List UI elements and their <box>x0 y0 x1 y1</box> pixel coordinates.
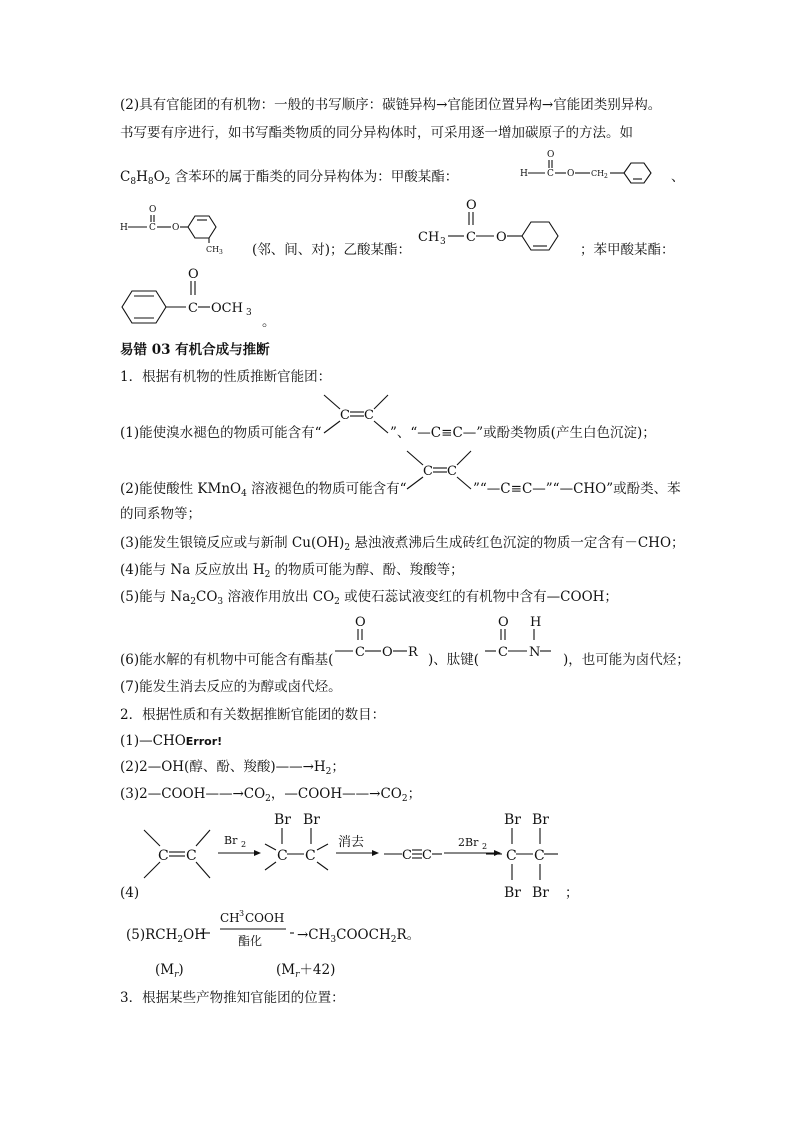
svg-text:O: O <box>149 205 157 215</box>
structure-ester-group <box>335 613 427 660</box>
svg-text:2: 2 <box>482 842 488 851</box>
property-line-3: (3)能发生银镜反应或与新制 $Cu(OH)_2$ 悬浊液煮沸后生成砖红色沉淀的物质一定含有－CHO； <box>120 535 685 553</box>
svg-text:O: O <box>355 615 366 630</box>
svg-text:O: O <box>567 169 575 179</box>
svg-text:CH: CH <box>220 911 240 925</box>
svg-text:OCH: OCH <box>211 301 243 316</box>
svg-text:O: O <box>496 230 507 245</box>
svg-text:C: C <box>447 464 457 479</box>
svg-text:酯化: 酯化 <box>238 934 263 948</box>
property-line-2-cont: 的同系物等； <box>120 506 201 522</box>
structure-methylphenyl-formate <box>118 203 248 255</box>
svg-text:C: C <box>355 645 365 660</box>
text-line-ester-method: 书写要有序进行，如书写酯类物质的同分异构体时，可采用逐一增加碳原子的方法。如 <box>120 125 633 141</box>
count-line-2: (2)2—OH(醇、酚、羧酸)$——\to H_2$； <box>120 759 345 777</box>
svg-text:Br: Br <box>274 812 291 828</box>
svg-text:C: C <box>547 169 554 179</box>
property-line-2-tail: ”“—C≡C—”“—CHO”或酚类、苯 <box>473 481 681 497</box>
count-line-3: $(3)2—COOH——\to CO_2$，$—COOH——\to CO_2$； <box>120 786 422 804</box>
svg-text:Br: Br <box>504 812 521 828</box>
text-line-benzoate: ；苯甲酸某酯： <box>580 242 675 258</box>
svg-text:C: C <box>277 848 288 864</box>
section-heading: 易错 03 有机合成与推断 <box>120 342 270 358</box>
svg-text:2Br: 2Br <box>458 836 479 849</box>
property-line-1: (1)能使溴水褪色的物质可能含有“ <box>120 425 322 441</box>
esterification-arrow <box>198 908 296 948</box>
property-line-5: (5)能与 $Na_2CO_3$ 溶液作用放出 $CO_2$ 或使石蕊试液变红的有机物中含有—COOH； <box>120 589 618 607</box>
count-line-5: $(5)RCH_2OH$ <box>126 927 206 945</box>
mass-label-product: $(M_r+42)$ <box>276 962 336 980</box>
structure-phenyl-acetate <box>418 196 578 254</box>
structure-amide-group <box>485 613 567 660</box>
svg-text:Br: Br <box>224 834 238 847</box>
svg-text:2: 2 <box>604 173 608 180</box>
structure-alkene-2 <box>405 449 475 491</box>
svg-text:C: C <box>423 464 433 479</box>
subheading-2: 2．根据性质和有关数据推断官能团的数目： <box>120 707 386 723</box>
count-line-5-product: $\to CH_3COOCH_2R$。 <box>297 927 421 945</box>
svg-text:Br: Br <box>303 812 320 828</box>
text-line-acetate: (邻、间、对)；乙酸某酯： <box>252 242 412 258</box>
property-line-4: (4)能与 Na 反应放出 $H_2$ 的物质可能为醇、酚、羧酸等； <box>120 562 464 580</box>
svg-text:3: 3 <box>239 909 245 918</box>
text-line-period: 。 <box>262 314 276 330</box>
property-line-1-tail: ”、“—C≡C—”或酚类物质(产生白色沉淀)； <box>390 425 656 441</box>
svg-text:Br: Br <box>532 885 549 901</box>
svg-text:COOH: COOH <box>245 911 285 925</box>
subheading-3: 3．根据某些产物推知官能团的位置： <box>120 990 345 1006</box>
structure-benzyl-formate <box>520 148 670 188</box>
svg-text:R: R <box>408 645 418 660</box>
svg-text:C: C <box>402 848 412 863</box>
svg-text:O: O <box>498 615 509 630</box>
scheme-bromination <box>140 808 580 903</box>
svg-text:C: C <box>149 223 156 233</box>
svg-text:消去: 消去 <box>338 835 365 850</box>
svg-text:3: 3 <box>440 237 446 247</box>
svg-text:Br: Br <box>532 812 549 828</box>
property-line-7: (7)能发生消去反应的为醇或卤代烃。 <box>120 679 342 695</box>
text-line-formula: $C_8H_8O_2$ 含苯环的属于酯类的同分异构体为：甲酸某酯： <box>120 169 459 187</box>
property-line-6-mid: )、肽键( <box>428 652 480 668</box>
svg-text:3: 3 <box>219 249 223 256</box>
svg-text:C: C <box>498 645 508 660</box>
svg-text:H: H <box>120 223 128 233</box>
svg-text:C: C <box>188 301 198 316</box>
svg-text:O: O <box>547 150 555 160</box>
svg-text:C: C <box>305 848 316 864</box>
count-line-1: (1)—CHOError! <box>120 733 223 749</box>
property-line-2: (2)能使酸性 KMnO$_4$ 溶液褪色的物质可能含有“ <box>120 481 407 499</box>
count-line-4: (4) <box>120 885 140 901</box>
svg-text:H: H <box>530 615 542 630</box>
svg-text:O: O <box>188 267 199 282</box>
svg-text:C: C <box>506 848 517 864</box>
structure-alkene-1 <box>322 393 392 435</box>
count-line-4-end: ； <box>565 885 579 901</box>
svg-text:C: C <box>186 848 197 864</box>
svg-text:Br: Br <box>504 885 521 901</box>
svg-text:3: 3 <box>246 308 252 318</box>
svg-text:O: O <box>172 223 180 233</box>
structure-methyl-benzoate <box>118 263 268 329</box>
mass-label-reactant: $(M_r)$ <box>155 962 184 980</box>
svg-text:2: 2 <box>241 840 247 849</box>
svg-text:O: O <box>382 645 393 660</box>
svg-text:C: C <box>364 408 374 423</box>
svg-text:C: C <box>466 230 476 245</box>
svg-text:C: C <box>340 408 350 423</box>
svg-text:CH: CH <box>418 230 440 245</box>
svg-text:C: C <box>534 848 545 864</box>
separator-mark: 、 <box>671 169 685 185</box>
svg-text:CH: CH <box>206 245 220 254</box>
svg-text:O: O <box>466 198 477 213</box>
svg-text:H: H <box>520 169 528 179</box>
subheading-1: 1．根据有机物的性质推断官能团： <box>120 369 332 385</box>
text-line-isomer-order: (2)具有官能团的有机物：一般的书写顺序：碳链异构→官能团位置异构→官能团类别异构。 <box>120 97 662 113</box>
svg-text:C: C <box>158 848 169 864</box>
svg-text:CH: CH <box>591 169 605 178</box>
property-line-6: (6)能水解的有机物中可能含有酯基( <box>120 652 334 668</box>
property-line-6-tail: )，也可能为卤代烃； <box>563 652 690 668</box>
svg-text:C: C <box>422 848 432 863</box>
svg-text:N: N <box>529 645 541 660</box>
